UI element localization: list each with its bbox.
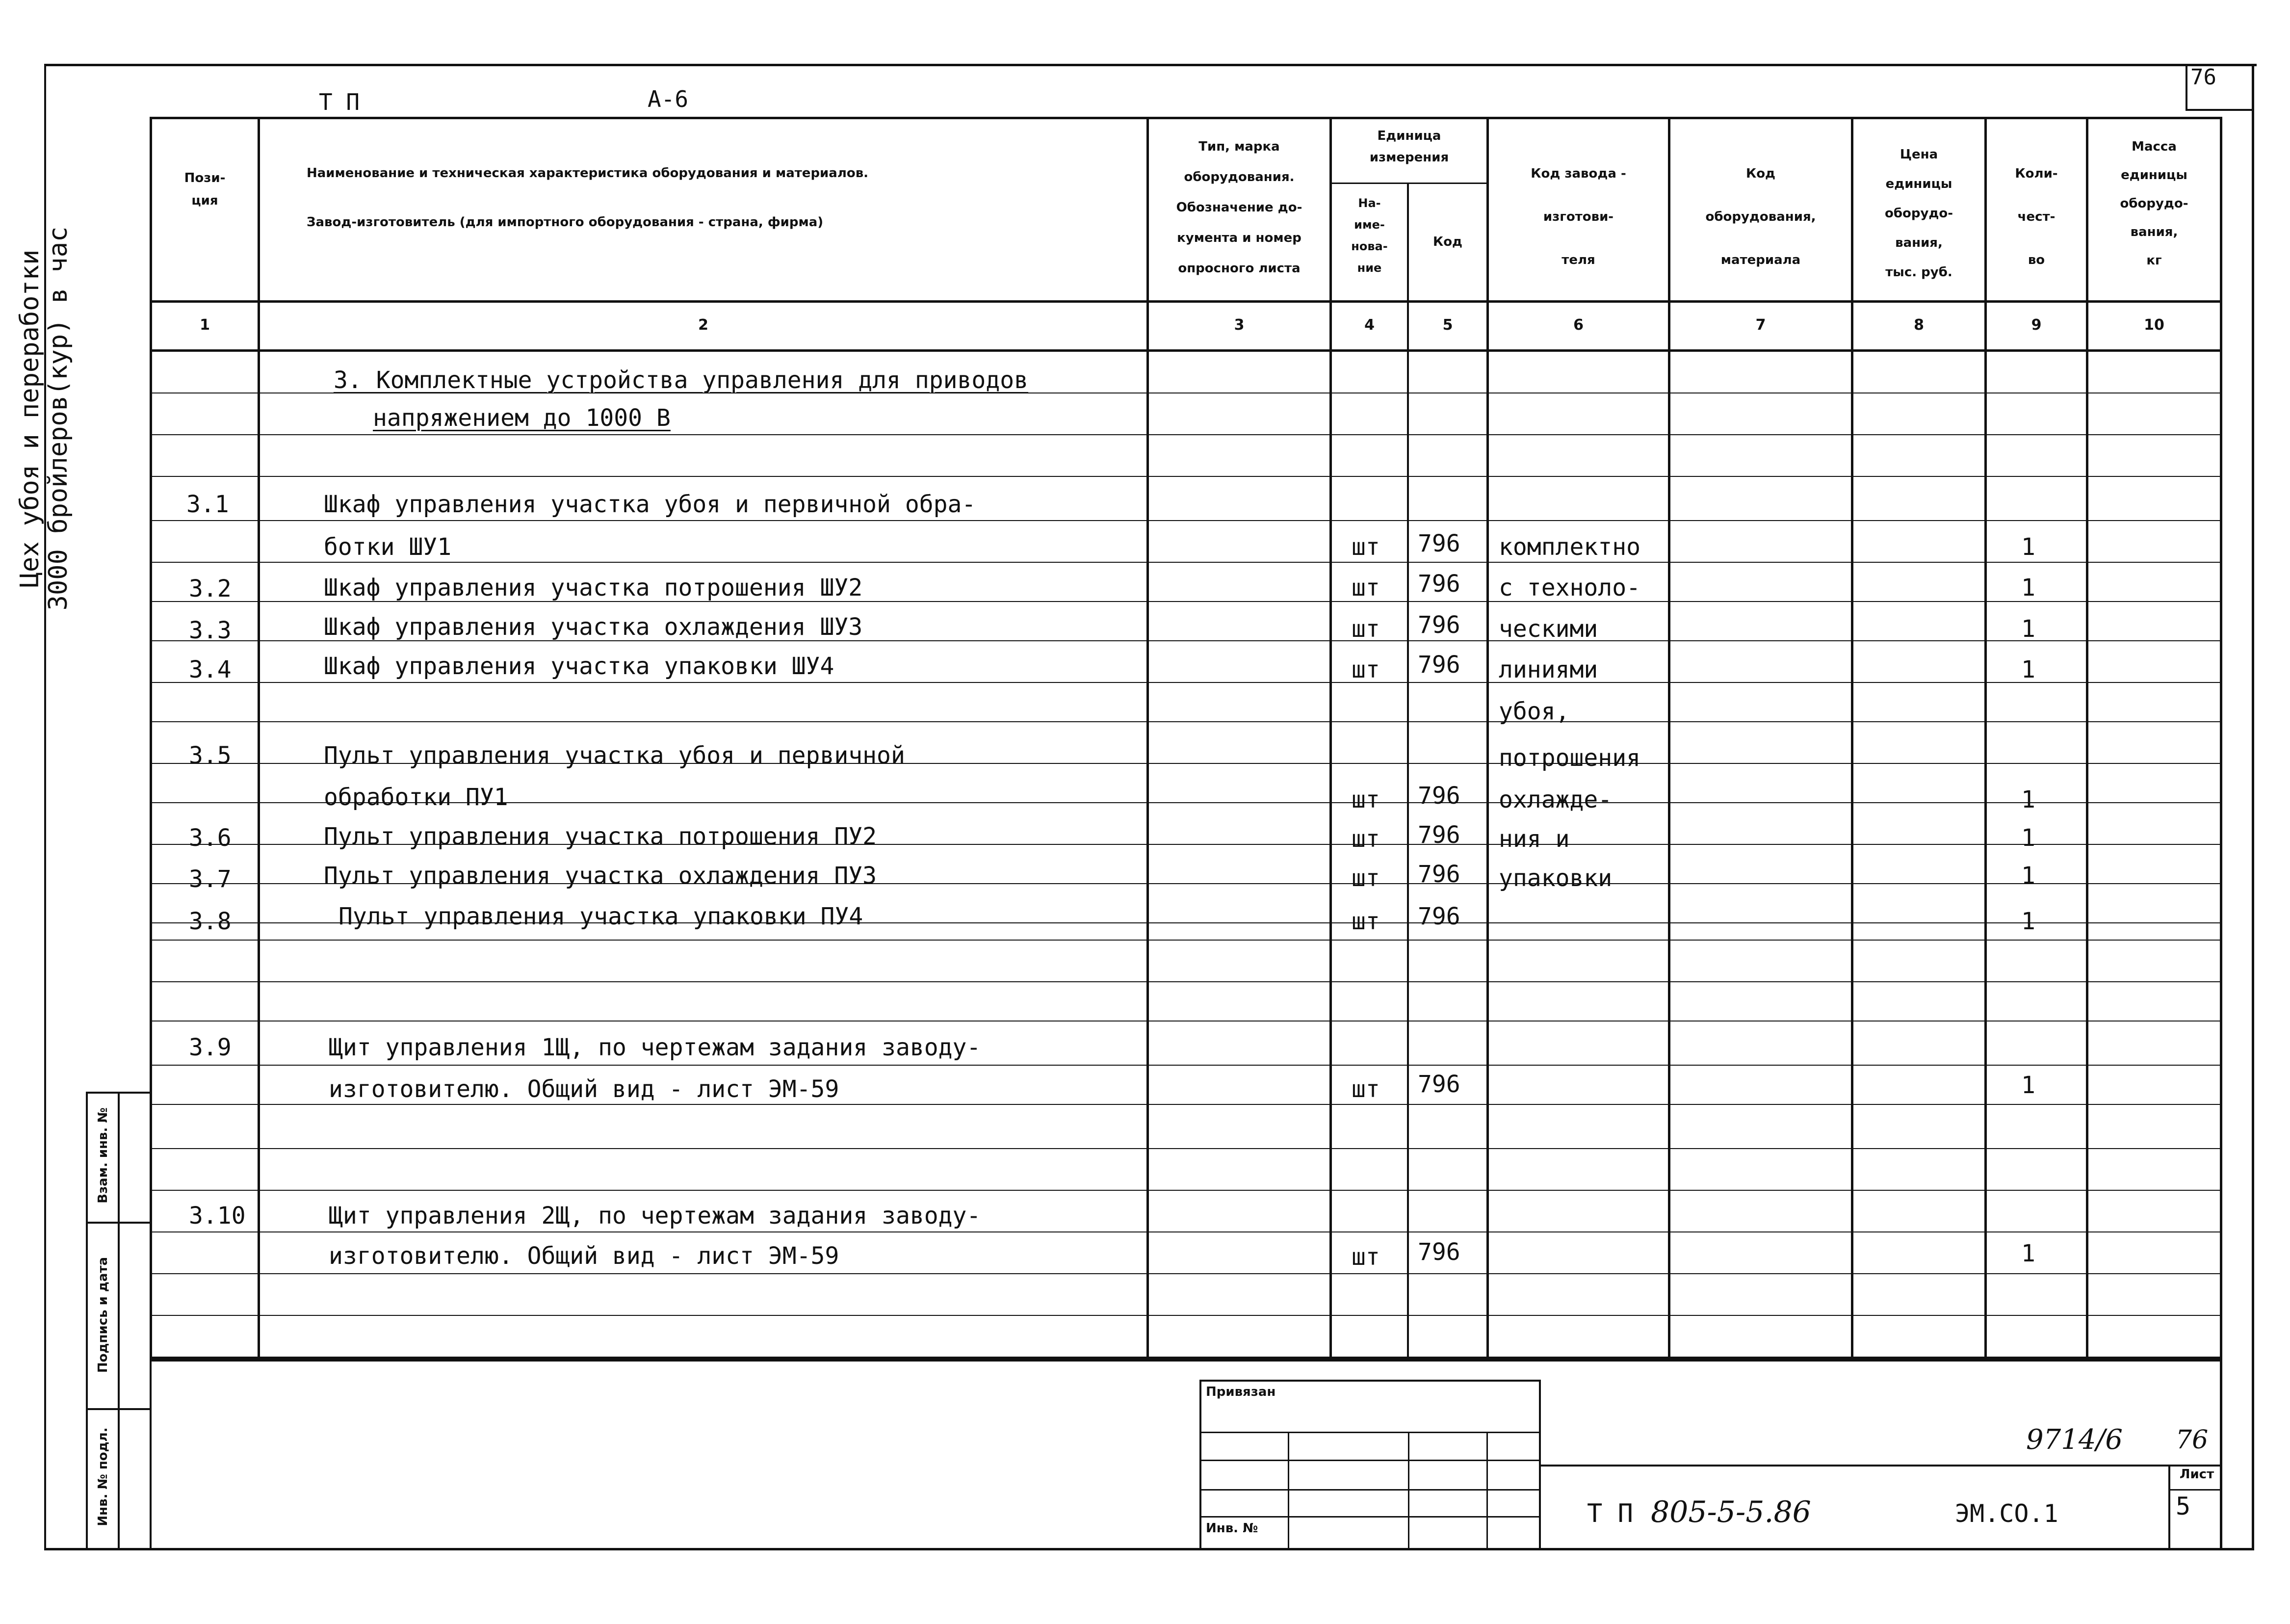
doc-number: 805-5-5.86 (1651, 1495, 1811, 1529)
handwritten-code: 9714/6 (2026, 1424, 2123, 1456)
header-name-line1: Наименование и техническая характеристика оборудования и материалов. (307, 166, 869, 181)
col-number: 4 (1364, 316, 1375, 334)
header-unit-code: Код (1432, 235, 1463, 249)
stamp-inv-podl: Инв. № подл. (96, 1427, 110, 1526)
row-position: 3.7 (189, 865, 232, 893)
row-name: изготовителю. Общий вид - лист ЭМ-59 (329, 1242, 839, 1270)
row-unit-code: 796 (1418, 782, 1460, 810)
row-position: 3.6 (189, 824, 232, 852)
row-quantity: 1 (2021, 908, 2035, 935)
row-name: ботки ШУ1 (324, 533, 452, 561)
frame-right (2252, 64, 2254, 1550)
row-position: 3.5 (189, 742, 232, 769)
section-title-line2: напряжением до 1000 В (373, 404, 671, 432)
row-unit: шт (1352, 908, 1380, 935)
row-unit-code: 796 (1418, 903, 1460, 930)
frame-bottom (44, 1548, 2254, 1550)
col-number: 6 (1573, 316, 1584, 334)
row-unit: шт (1352, 864, 1380, 892)
row-quantity: 1 (2021, 1072, 2035, 1099)
row-name: Щит управления 2Щ, по чертежам задания заводу- (329, 1202, 981, 1230)
header-name-line2: Завод-изготовитель (для импортного оборудования - страна, фирма) (307, 215, 824, 230)
row-unit-code: 796 (1418, 1071, 1460, 1098)
col-number: 3 (1234, 316, 1245, 334)
col-number: 5 (1442, 316, 1453, 334)
header-position: Пози- ция (184, 171, 226, 208)
corner-sheet-number: 76 (2190, 65, 2216, 90)
row-name: Пульт управления участка охлаждения ПУ3 (324, 862, 877, 890)
side-title: Цех убоя и переработки 3000 бройлеров(кур) в час (15, 226, 73, 611)
row-unit-code: 796 (1418, 651, 1460, 679)
row-unit-code: 796 (1418, 530, 1460, 557)
row-quantity: 1 (2021, 574, 2035, 602)
section-title-line1: 3. Комплектные устройства управления для приводов (334, 367, 1029, 394)
factory-note-line: упаковки (1499, 864, 1613, 892)
factory-note-line: ния и (1499, 825, 1570, 853)
row-name: Пульт управления участка убоя и первичной (324, 742, 905, 769)
row-unit: шт (1352, 825, 1380, 853)
doc-number-prefix: Т П (1587, 1499, 1633, 1528)
row-unit: шт (1352, 1243, 1380, 1271)
header-unit-group: Единица измерения (1369, 129, 1449, 165)
row-unit-code: 796 (1418, 821, 1460, 849)
row-quantity: 1 (2021, 615, 2035, 643)
row-name: Щит управления 1Щ, по чертежам задания заводу- (329, 1034, 981, 1061)
factory-note-line: охлажде- (1499, 786, 1613, 813)
col-number: 1 (200, 316, 210, 334)
album-label: А-6 (648, 86, 689, 112)
frame-top (44, 64, 2257, 66)
factory-note-line: убоя, (1499, 698, 1570, 725)
row-unit-code: 796 (1418, 1238, 1460, 1266)
row-quantity: 1 (2021, 1240, 2035, 1267)
row-position: 3.1 (186, 491, 229, 518)
col-number: 9 (2031, 316, 2042, 334)
sheet-label: Лист (2179, 1467, 2214, 1482)
header-price: Цена единицы оборудо- вания, тыс. руб. (1884, 147, 1953, 280)
stamp-vzam-inv: Взам. инв. № (96, 1107, 110, 1204)
col-number: 8 (1914, 316, 1924, 334)
header-quantity: Коли- чест- во (2015, 166, 2058, 267)
col-number: 7 (1755, 316, 1766, 334)
row-name: Пульт управления участка потрошения ПУ2 (324, 823, 877, 850)
row-position: 3.8 (189, 908, 232, 935)
stamp-privyazan: Привязан (1206, 1385, 1276, 1399)
row-unit: шт (1352, 786, 1380, 813)
row-unit-code: 796 (1418, 861, 1460, 888)
row-unit: шт (1352, 656, 1380, 683)
factory-note-line: ческими (1499, 615, 1598, 643)
stamp-inv-no: Инв. № (1206, 1521, 1258, 1536)
row-quantity: 1 (2021, 824, 2035, 852)
stamp-podpis-data: Подпись и дата (96, 1257, 110, 1373)
row-unit: шт (1352, 1075, 1380, 1103)
row-position: 3.4 (189, 656, 232, 683)
row-unit-code: 796 (1418, 611, 1460, 639)
row-name: изготовителю. Общий вид - лист ЭМ-59 (329, 1075, 839, 1103)
row-name: Пульт управления участка упаковки ПУ4 (338, 903, 863, 930)
row-unit: шт (1352, 533, 1380, 561)
header-factory-code: Код завода - изготови- теля (1531, 166, 1626, 267)
row-unit-code: 796 (1418, 570, 1460, 598)
factory-note-line: линиями (1499, 656, 1598, 683)
factory-note-line: потрошения (1499, 744, 1640, 772)
row-unit: шт (1352, 574, 1380, 602)
col-number: 10 (2144, 316, 2164, 334)
row-position: 3.3 (189, 617, 232, 644)
row-quantity: 1 (2021, 533, 2035, 561)
header-mass: Масса единицы оборудо- вания, кг (2120, 139, 2188, 268)
row-name: обработки ПУ1 (324, 784, 508, 811)
header-equipment-code: Код оборудования, материала (1705, 166, 1816, 267)
row-position: 3.10 (189, 1202, 246, 1230)
factory-note-line: с техноло- (1499, 574, 1640, 602)
row-quantity: 1 (2021, 786, 2035, 813)
series-label: Т П (319, 89, 360, 115)
row-name: Шкаф управления участка охлаждения ШУ3 (324, 613, 863, 641)
table-top (150, 117, 2222, 119)
sheet-number: 5 (2176, 1492, 2191, 1520)
row-quantity: 1 (2021, 656, 2035, 683)
row-unit: шт (1352, 615, 1380, 643)
doc-code: ЭМ.СО.1 (1955, 1499, 2058, 1528)
row-name: Шкаф управления участка потрошения ШУ2 (324, 574, 863, 602)
col-number: 2 (698, 316, 708, 334)
row-quantity: 1 (2021, 862, 2035, 890)
header-type: Тип, марка оборудования. Обозначение до- кумента и номер опросного листа (1176, 139, 1302, 276)
row-name: Шкаф управления участка упаковки ШУ4 (324, 653, 834, 680)
factory-note-line: комплектно (1499, 533, 1640, 561)
row-name: Шкаф управления участка убоя и первичной обра- (324, 491, 976, 518)
handwritten-sheet: 76 (2176, 1425, 2209, 1455)
row-position: 3.2 (189, 575, 232, 602)
row-position: 3.9 (189, 1034, 232, 1061)
header-unit-name: На- име- нова- ние (1351, 196, 1388, 275)
